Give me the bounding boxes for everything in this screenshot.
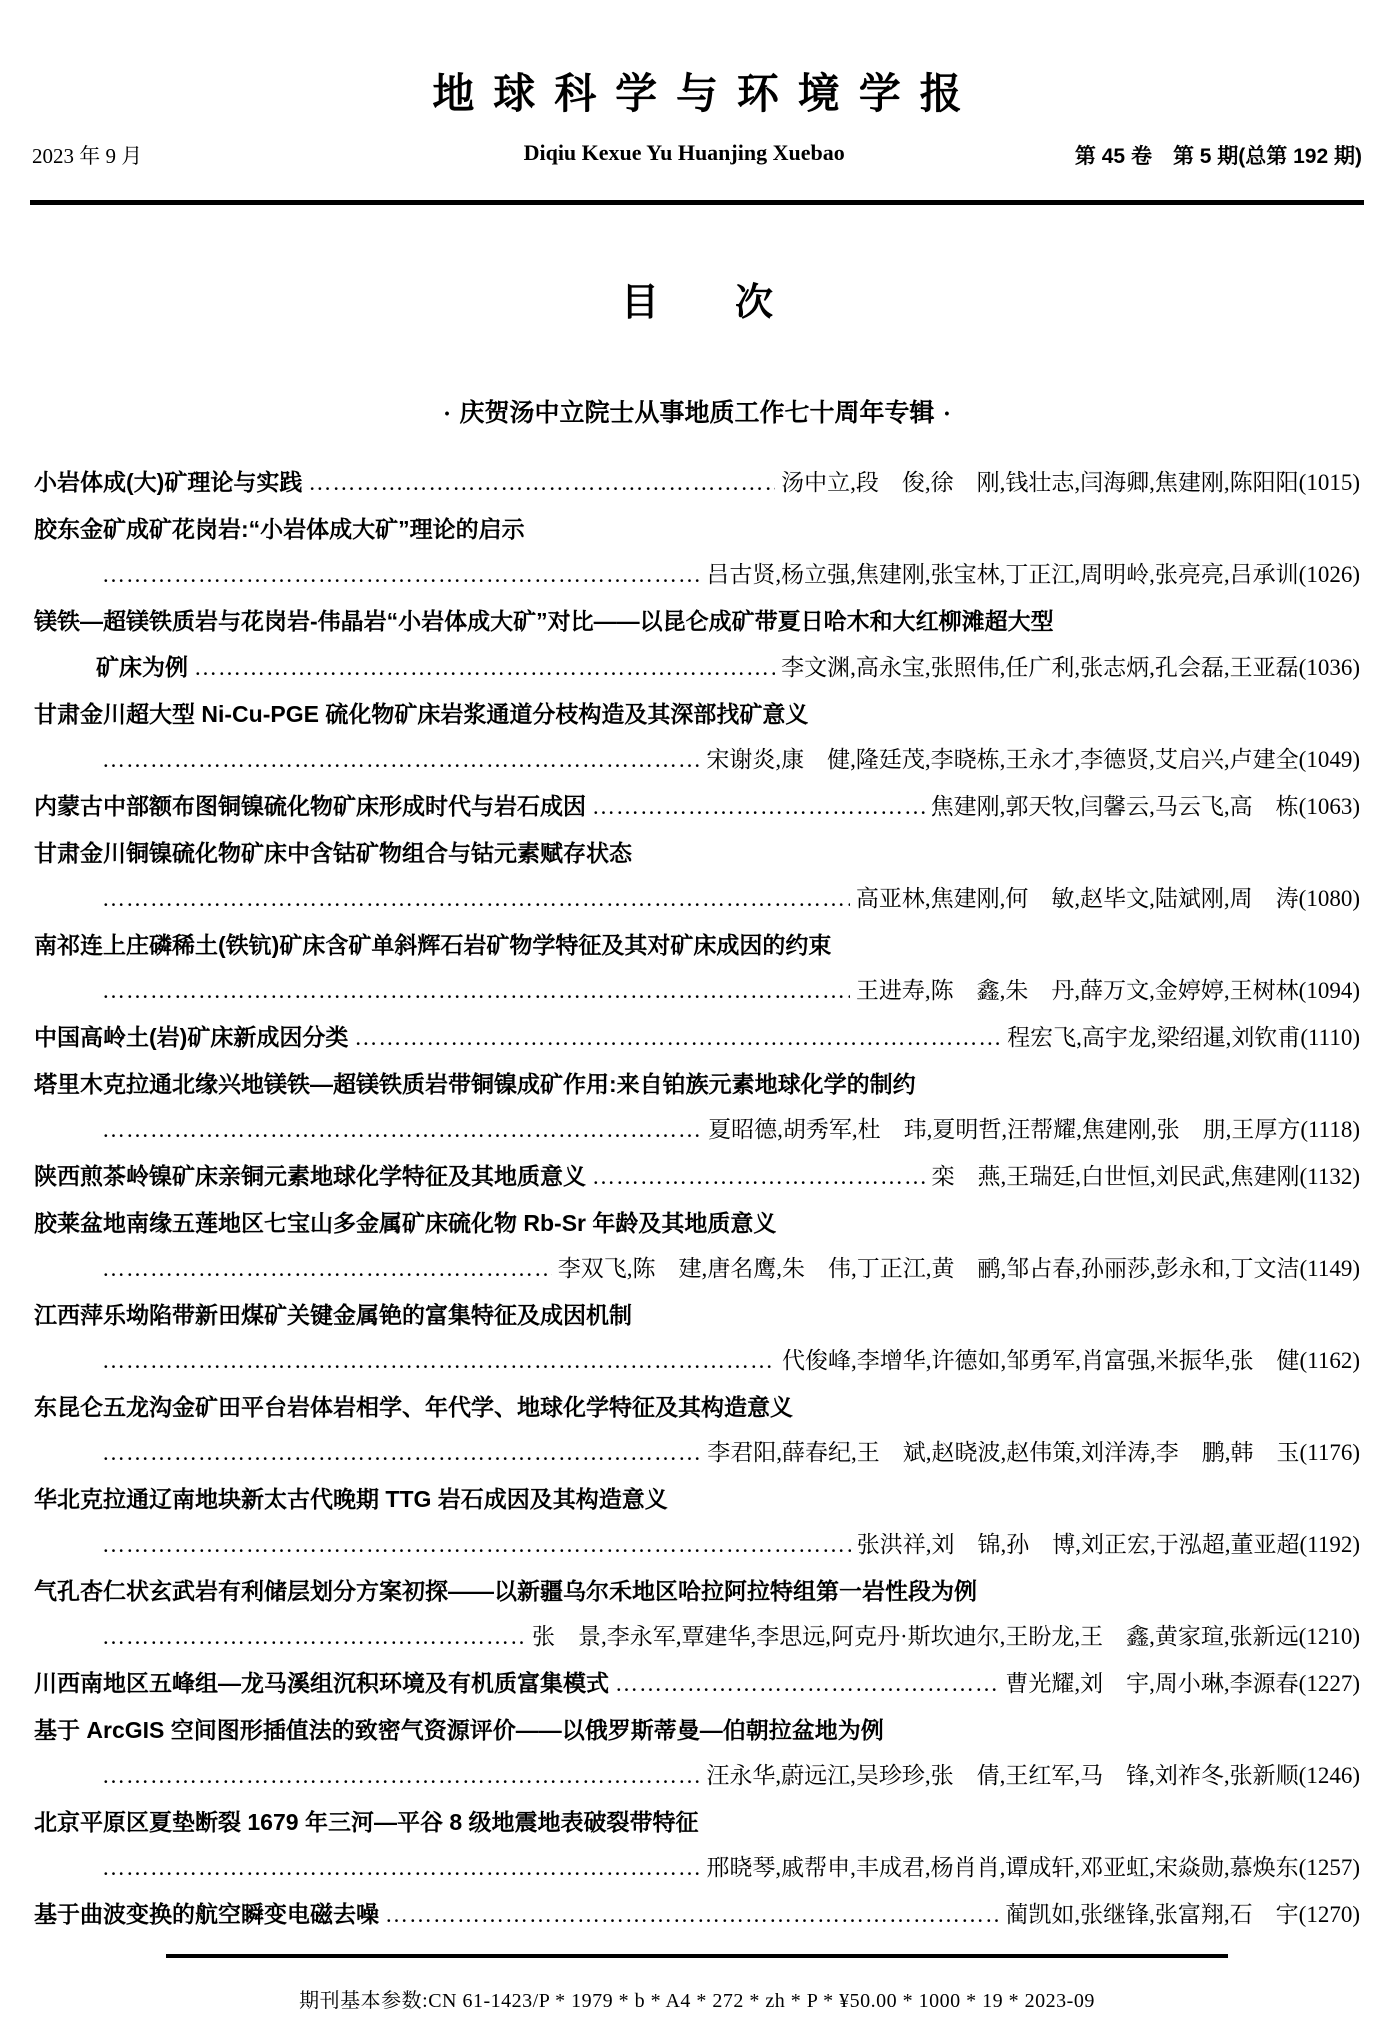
article-page: (1246) bbox=[1298, 1762, 1360, 1788]
toc-line bbox=[34, 598, 1360, 644]
article-title: 华北克拉通辽南地块新太古代晚期 TTG 岩石成因及其构造意义 bbox=[34, 1485, 668, 1512]
dot-leader bbox=[102, 876, 850, 922]
dot-leader bbox=[354, 1015, 1001, 1061]
article-page: (1080) bbox=[1298, 885, 1360, 911]
dot-leader bbox=[102, 737, 700, 783]
dot-leader bbox=[592, 1154, 926, 1200]
header-rule bbox=[30, 200, 1364, 205]
toc-line bbox=[34, 1107, 1360, 1153]
article-page: (1227) bbox=[1298, 1670, 1360, 1696]
article-authors: 代俊峰,李增华,许德如,邹勇军,肖富强,米振华,张 健 bbox=[782, 1347, 1300, 1373]
article-page: (1210) bbox=[1298, 1623, 1360, 1649]
toc-entry bbox=[34, 830, 1360, 922]
journal-title: 地球科学与环境学报 bbox=[432, 70, 981, 117]
page-footer bbox=[0, 1954, 1394, 2013]
article-page: (1132) bbox=[1299, 1163, 1360, 1189]
dot-leader bbox=[194, 645, 775, 691]
dot-leader bbox=[102, 552, 700, 598]
article-authors: 李双飞,陈 建,唐名鹰,朱 伟,丁正江,黄 鹂,邹占春,孙丽莎,彭永和,丁文洁 bbox=[557, 1255, 1300, 1281]
dot-leader bbox=[592, 784, 925, 830]
dot-leader bbox=[102, 1614, 526, 1660]
special-section-title: 庆贺汤中立院士从事地质工作七十周年专辑 bbox=[459, 398, 935, 427]
toc-line bbox=[34, 1753, 1360, 1799]
article-authors: 张洪祥,刘 锦,孙 博,刘正宏,于泓超,董亚超 bbox=[856, 1531, 1300, 1557]
article-title: 基于 ArcGIS 空间图形插值法的致密气资源评价——以俄罗斯蒂曼—伯朝拉盆地为例 bbox=[34, 1716, 884, 1743]
article-title: 胶东金矿成矿花岗岩:“小岩体成大矿”理论的启示 bbox=[34, 515, 525, 542]
article-page: (1110) bbox=[1300, 1024, 1360, 1050]
article-title: 小岩体成(大)矿理论与实践 bbox=[34, 468, 303, 495]
article-authors: 李君阳,薛春纪,王 斌,赵晓波,赵伟策,刘洋涛,李 鹏,韩 玉 bbox=[707, 1439, 1300, 1465]
article-title: 胶莱盆地南缘五莲地区七宝山多金属矿床硫化物 Rb-Sr 年龄及其地质意义 bbox=[34, 1209, 777, 1236]
toc-line bbox=[34, 737, 1360, 783]
article-title: 川西南地区五峰组—龙马溪组沉积环境及有机质富集模式 bbox=[34, 1669, 609, 1696]
article-authors: 宋谢炎,康 健,隆廷茂,李晓栋,王永才,李德贤,艾启兴,卢建全 bbox=[706, 746, 1299, 772]
toc-entry bbox=[34, 506, 1360, 598]
article-page: (1257) bbox=[1298, 1854, 1360, 1880]
journal-parameters: 期刊基本参数:CN 61-1423/P * 1979 * b * A4 * 272 * zh * P * ¥50.00 * 1000 * 19 * 2023-09 bbox=[299, 1990, 1095, 2012]
issue-date: 2023 年 9 月 bbox=[32, 144, 143, 169]
footer-rule bbox=[166, 1954, 1228, 1958]
toc-entry bbox=[34, 1200, 1360, 1292]
toc-line bbox=[34, 968, 1360, 1014]
toc-entry bbox=[34, 1153, 1360, 1200]
toc-entry bbox=[34, 691, 1360, 783]
toc-line bbox=[34, 1246, 1360, 1292]
toc-entry bbox=[34, 1707, 1360, 1799]
article-authors: 栾 燕,王瑞廷,白世恒,刘民武,焦建刚 bbox=[931, 1163, 1300, 1189]
issue-info-row bbox=[32, 140, 1362, 170]
article-authors: 蔺凯如,张继锋,张富翔,石 宇 bbox=[1005, 1901, 1299, 1927]
article-authors: 焦建刚,郭天牧,闫馨云,马云飞,高 栋 bbox=[930, 793, 1299, 819]
dot-leader bbox=[102, 1845, 700, 1891]
toc-entry bbox=[34, 1014, 1360, 1061]
article-authors: 王进寿,陈 鑫,朱 丹,薛万文,金婷婷,王树林 bbox=[855, 977, 1299, 1003]
article-title: 气孔杏仁状玄武岩有利储层划分方案初探——以新疆乌尔禾地区哈拉阿拉特组第一岩性段为例 bbox=[34, 1577, 977, 1604]
toc-line bbox=[34, 459, 1360, 506]
toc-line bbox=[34, 1568, 1360, 1614]
article-authors: 程宏飞,高宇龙,梁绍暹,刘钦甫 bbox=[1007, 1024, 1301, 1050]
article-page: (1118) bbox=[1300, 1116, 1360, 1142]
article-page: (1270) bbox=[1298, 1901, 1360, 1927]
article-title: 陕西煎茶岭镍矿床亲铜元素地球化学特征及其地质意义 bbox=[34, 1162, 586, 1189]
article-page: (1192) bbox=[1299, 1531, 1360, 1557]
toc-line bbox=[34, 1384, 1360, 1430]
article-authors: 高亚林,焦建刚,何 敏,赵毕文,陆斌刚,周 涛 bbox=[855, 885, 1299, 911]
toc-line bbox=[34, 1522, 1360, 1568]
toc-line bbox=[34, 1014, 1360, 1061]
toc-line bbox=[34, 644, 1360, 691]
toc-line bbox=[34, 783, 1360, 830]
toc-line bbox=[34, 1799, 1360, 1845]
article-authors: 汪永华,蔚远江,吴珍珍,张 倩,王红军,马 锋,刘祚冬,张新顺 bbox=[706, 1762, 1299, 1788]
toc-entry bbox=[34, 1384, 1360, 1476]
dot-leader bbox=[615, 1661, 999, 1707]
article-title: 南祁连上庄磷稀土(铁钪)矿床含矿单斜辉石岩矿物学特征及其对矿床成因的约束 bbox=[34, 931, 832, 958]
toc-entry bbox=[34, 783, 1360, 830]
toc-line bbox=[34, 1660, 1360, 1707]
dot-leader bbox=[385, 1892, 999, 1938]
ornament-left-icon: • bbox=[444, 406, 450, 422]
article-page: (1176) bbox=[1299, 1439, 1360, 1465]
toc-line bbox=[34, 1845, 1360, 1891]
article-page: (1149) bbox=[1299, 1255, 1360, 1281]
article-page: (1162) bbox=[1299, 1347, 1360, 1373]
toc-line bbox=[34, 1292, 1360, 1338]
volume-issue-label: 第 45 卷 第 5 期(总第 192 期) bbox=[1074, 145, 1362, 169]
toc-line bbox=[34, 830, 1360, 876]
article-title: 塔里木克拉通北缘兴地镁铁—超镁铁质岩带铜镍成矿作用:来自铂族元素地球化学的制约 bbox=[34, 1070, 916, 1097]
article-title: 内蒙古中部额布图铜镍硫化物矿床形成时代与岩石成因 bbox=[34, 792, 586, 819]
article-authors: 汤中立,段 俊,徐 刚,钱壮志,闫海卿,焦建刚,陈阳阳 bbox=[781, 469, 1299, 495]
toc-line bbox=[34, 1614, 1360, 1660]
article-authors: 曹光耀,刘 宇,周小琳,李源春 bbox=[1005, 1670, 1299, 1696]
article-title: 江西萍乐坳陷带新田煤矿关键金属铯的富集特征及成因机制 bbox=[34, 1301, 632, 1328]
article-title: 甘肃金川铜镍硫化物矿床中含钴矿物组合与钴元素赋存状态 bbox=[34, 839, 632, 866]
toc-line bbox=[34, 1430, 1360, 1476]
article-title: 中国高岭土(岩)矿床新成因分类 bbox=[34, 1023, 349, 1050]
article-title: 基于曲波变换的航空瞬变电磁去噪 bbox=[34, 1900, 379, 1927]
toc-line bbox=[34, 1200, 1360, 1246]
toc-line bbox=[34, 691, 1360, 737]
dot-leader bbox=[308, 460, 775, 506]
article-authors: 吕古贤,杨立强,焦建刚,张宝林,丁正江,周明岭,张亮亮,吕承训 bbox=[706, 561, 1299, 587]
toc-entry bbox=[34, 1660, 1360, 1707]
dot-leader bbox=[102, 1753, 700, 1799]
toc-entry bbox=[34, 1799, 1360, 1891]
ornament-right-icon: • bbox=[944, 406, 950, 422]
journal-title-pinyin: Diqiu Kexue Yu Huanjing Xuebao bbox=[523, 140, 845, 166]
article-title: 东昆仑五龙沟金矿田平台岩体岩相学、年代学、地球化学特征及其构造意义 bbox=[34, 1393, 793, 1420]
article-title: 北京平原区夏垫断裂 1679 年三河—平谷 8 级地震地表破裂带特征 bbox=[34, 1808, 699, 1835]
dot-leader bbox=[102, 1246, 552, 1292]
toc-entry bbox=[34, 459, 1360, 506]
article-authors: 邢晓琴,戚帮申,丰成君,杨肖肖,谭成轩,邓亚虹,宋焱勋,慕焕东 bbox=[706, 1854, 1299, 1880]
toc-line bbox=[34, 506, 1360, 552]
dot-leader bbox=[102, 1522, 851, 1568]
contents-heading: 目 次 bbox=[620, 282, 773, 325]
toc-line bbox=[34, 1153, 1360, 1200]
toc-entry bbox=[34, 1568, 1360, 1660]
article-title: 镁铁—超镁铁质岩与花岗岩-伟晶岩“小岩体成大矿”对比——以昆仑成矿带夏日哈木和大红柳滩超大型 bbox=[34, 607, 1054, 634]
article-authors: 夏昭德,胡秀军,杜 玮,夏明哲,汪帮耀,焦建刚,张 朋,王厚方 bbox=[708, 1116, 1301, 1142]
article-authors: 张 景,李永军,覃建华,李思远,阿克丹·斯坎迪尔,王盼龙,王 鑫,黄家瑄,张新远 bbox=[532, 1623, 1299, 1649]
dot-leader bbox=[102, 1107, 702, 1153]
dot-leader bbox=[102, 968, 850, 1014]
dot-leader bbox=[102, 1430, 701, 1476]
article-page: (1049) bbox=[1298, 746, 1360, 772]
toc-line bbox=[34, 876, 1360, 922]
toc-entry bbox=[34, 598, 1360, 691]
toc-entry bbox=[34, 1891, 1360, 1938]
toc-entry bbox=[34, 1061, 1360, 1153]
article-page: (1094) bbox=[1298, 977, 1360, 1003]
toc-list bbox=[34, 459, 1360, 1938]
toc-line bbox=[34, 1338, 1360, 1384]
journal-header bbox=[0, 0, 1394, 205]
toc-line bbox=[34, 922, 1360, 968]
article-authors: 李文渊,高永宝,张照伟,任广利,张志炳,孔会磊,王亚磊 bbox=[781, 654, 1299, 680]
dot-leader bbox=[102, 1338, 776, 1384]
toc-entry bbox=[34, 1476, 1360, 1568]
toc-line bbox=[34, 1707, 1360, 1753]
article-page: (1026) bbox=[1298, 561, 1360, 587]
article-page: (1036) bbox=[1298, 654, 1360, 680]
special-section-heading bbox=[0, 393, 1394, 429]
article-title-continued: 矿床为例 bbox=[96, 653, 188, 680]
toc-line bbox=[34, 552, 1360, 598]
article-title: 甘肃金川超大型 Ni-Cu-PGE 硫化物矿床岩浆通道分枝构造及其深部找矿意义 bbox=[34, 700, 809, 727]
toc-line bbox=[34, 1476, 1360, 1522]
article-page: (1063) bbox=[1298, 793, 1360, 819]
toc-line bbox=[34, 1061, 1360, 1107]
toc-entry bbox=[34, 922, 1360, 1014]
toc-entry bbox=[34, 1292, 1360, 1384]
toc-line bbox=[34, 1891, 1360, 1938]
article-page: (1015) bbox=[1298, 469, 1360, 495]
